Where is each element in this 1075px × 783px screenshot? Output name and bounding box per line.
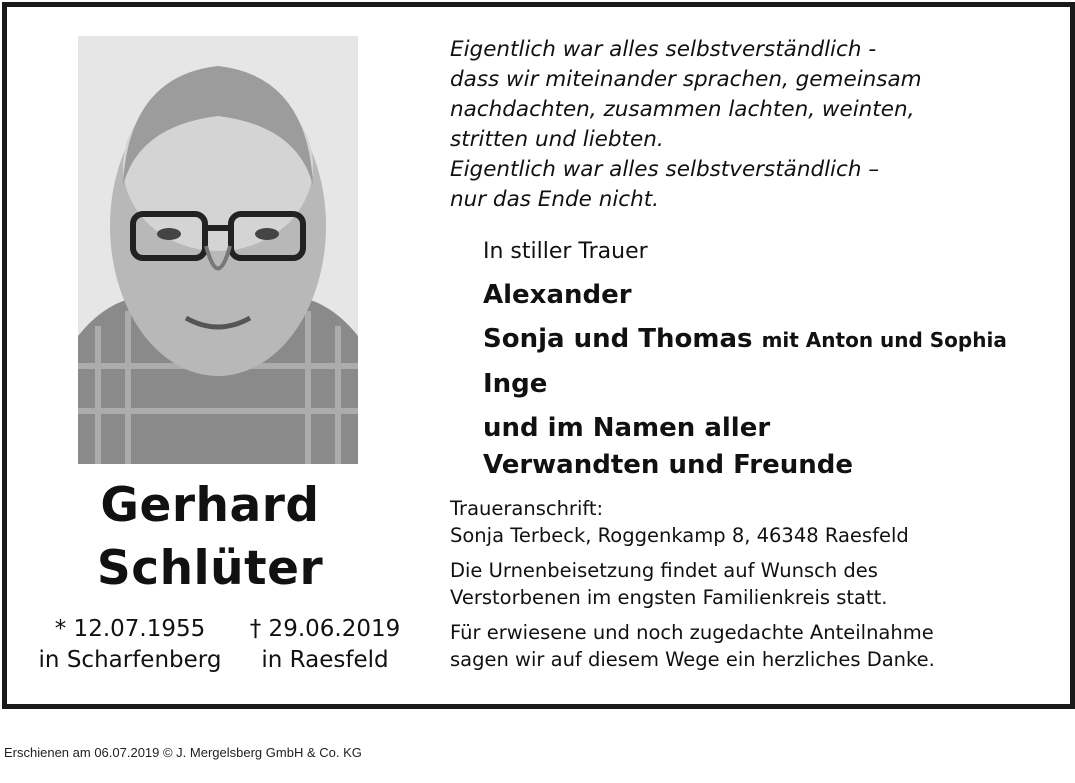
memorial-poem: [450, 35, 1050, 215]
birth-date: * 12.07.1955: [54, 616, 206, 642]
death-place: in Raesfeld: [261, 647, 389, 673]
burial-notice: [450, 557, 1050, 611]
poem-line: nachdachten, zusammen lachten, weinten,: [450, 97, 915, 122]
poem-line: Eigentlich war alles selbstverständlich -: [450, 37, 877, 62]
poem-line: Eigentlich war alles selbstverständlich –: [450, 157, 880, 182]
address-label: Traueranschrift:: [450, 497, 604, 520]
burial-line: Verstorbenen im engsten Familienkreis statt.: [450, 586, 888, 609]
birth-info: [30, 614, 230, 676]
publication-footer: Erschienen am 06.07.2019 © J. Mergelsberg GmbH & Co. KG: [4, 745, 362, 760]
mourning-address: [450, 495, 1050, 549]
birth-place: in Scharfenberg: [38, 647, 222, 673]
mourner-children: mit Anton und Sophia: [761, 328, 1007, 352]
portrait-photo: [78, 36, 358, 464]
thanks-notice: [450, 619, 1050, 673]
mourner-line: Verwandten und Freunde: [483, 450, 853, 480]
mourner-main: Sonja und Thomas: [483, 324, 753, 354]
deceased-last-name: Schlüter: [96, 541, 324, 596]
death-info: [235, 614, 415, 676]
deceased-first-name: Gerhard: [100, 478, 320, 533]
burial-line: Die Urnenbeisetzung findet auf Wunsch des: [450, 559, 878, 582]
address-text: Sonja Terbeck, Roggenkamp 8, 46348 Raesfeld: [450, 524, 909, 547]
mourner-line: und im Namen aller: [483, 413, 771, 443]
mourning-intro: In stiller Trauer: [483, 239, 648, 264]
poem-line: stritten und liebten.: [450, 127, 664, 152]
thanks-line: Für erwiesene und noch zugedachte Anteilnahme: [450, 621, 934, 644]
poem-line: nur das Ende nicht.: [450, 187, 660, 212]
mourner-sonja-thomas: [483, 321, 1007, 358]
thanks-line: sagen wir auf diesem Wege ein herzliches Danke.: [450, 648, 935, 671]
death-date: † 29.06.2019: [249, 616, 401, 642]
mourner-inge: Inge: [483, 369, 548, 399]
mourner-alexander: Alexander: [483, 280, 632, 310]
poem-line: dass wir miteinander sprachen, gemeinsam: [450, 67, 922, 92]
